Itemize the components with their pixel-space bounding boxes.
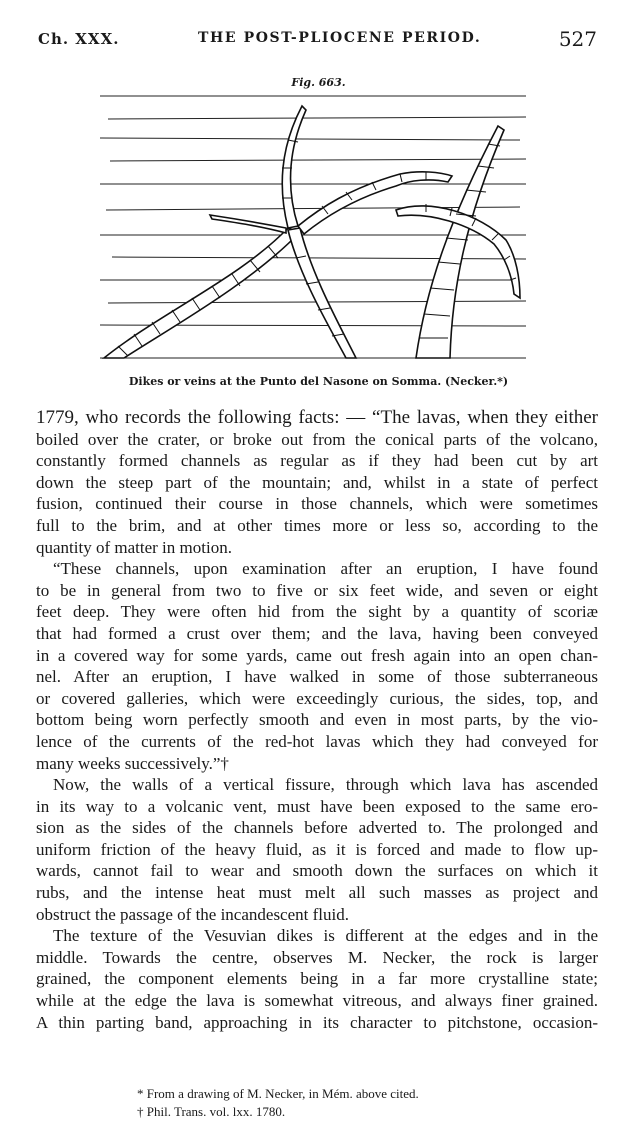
text-line: middle. Towards the centre, observes M. Necker, the rock is larger	[36, 947, 598, 967]
running-header	[38, 27, 597, 54]
text-line: constantly formed channels as regular as if they had been cut by art	[36, 451, 598, 471]
text-line: boiled over the crater, or broke out from the conical parts of the volcano,	[36, 429, 598, 449]
text-line: in its way to a volcanic vent, must have been exposed to the same ero-	[36, 796, 598, 816]
text-line: in a covered way for some yards, came out fresh again into an open chan-	[36, 645, 598, 665]
left-dike-branch	[210, 215, 286, 233]
text-line: many weeks successively.”†	[36, 753, 229, 773]
figure-caption: Dikes or veins at the Punto del Nasone on Somma. (Necker.*)	[128, 375, 509, 388]
text-line: quantity of matter in motion.	[36, 537, 232, 557]
text-line: Now, the walls of a vertical fissure, through which lava has ascended	[53, 775, 598, 795]
figure-label: Fig. 663.	[291, 76, 346, 89]
text-line: that had formed a crust over them; and the lava, having been conveyed	[36, 623, 598, 643]
text-line: down the steep part of the mountain; and, whilst in a state of perfect	[36, 472, 598, 492]
footnote-necker: * From a drawing of M. Necker, in Mém. above cited.	[137, 1086, 419, 1101]
left-dike-lower	[104, 228, 300, 358]
text-line: to be in general from two to five or six feet wide, and seven or eight	[36, 580, 598, 600]
text-line: nel. After an eruption, I have walked in some of those subterraneous	[36, 667, 598, 687]
text-line: wards, cannot fail to wear and smooth down the surfaces on which it	[36, 861, 598, 881]
text-line: fusion, continued their course in those channels, which were sometimes	[36, 494, 598, 514]
left-dike-arm	[298, 172, 452, 234]
dike-illustration	[100, 88, 526, 368]
dike-veins	[104, 106, 520, 358]
text-line: or covered galleries, which were exceedingly curious, the sides, top, and	[36, 688, 598, 708]
left-dike-upper	[282, 106, 306, 228]
left-dike-center	[288, 228, 356, 358]
text-line: grained, the component elements being in a far more crystalline state;	[36, 969, 598, 989]
text-line: rubs, and the intense heat must melt all such masses as project and	[36, 883, 598, 903]
text-line: The texture of the Vesuvian dikes is different at the edges and in the	[53, 926, 598, 946]
text-line: bottom being worn perfectly smooth and even in most parts, by the vio-	[36, 710, 598, 730]
text-line: lence of the currents of the red-hot lavas which they had conveyed for	[36, 731, 598, 751]
text-line: sion as the sides of the channels before adverted to. The prolonged and	[36, 818, 598, 838]
text-line: while at the edge the lava is somewhat vitreous, and always finer grained.	[36, 991, 598, 1011]
text-line: full to the brim, and at other times more or less so, according to the	[36, 515, 598, 535]
chapter-number: Ch. XXX.	[38, 30, 120, 48]
text-line: feet deep. They were often hid from the sight by a quantity of scoriæ	[36, 602, 598, 622]
page-number: 527	[558, 27, 597, 51]
text-line: A thin parting band, approaching in its character to pitchstone, occasion-	[36, 1012, 598, 1032]
text-line: obstruct the passage of the incandescent fluid.	[36, 904, 349, 924]
text-line: “These channels, upon examination after an eruption, I have found	[53, 559, 598, 579]
footnote-phil-trans: † Phil. Trans. vol. lxx. 1780.	[137, 1104, 286, 1119]
running-title: THE POST-PLIOCENE PERIOD.	[198, 30, 482, 46]
body-text	[36, 407, 598, 1033]
text-line: uniform friction of the heavy fluid, as it is forced and made to flow up-	[36, 839, 598, 859]
text-line: 1779, who records the following facts: — “The lavas, when they either	[36, 407, 598, 428]
